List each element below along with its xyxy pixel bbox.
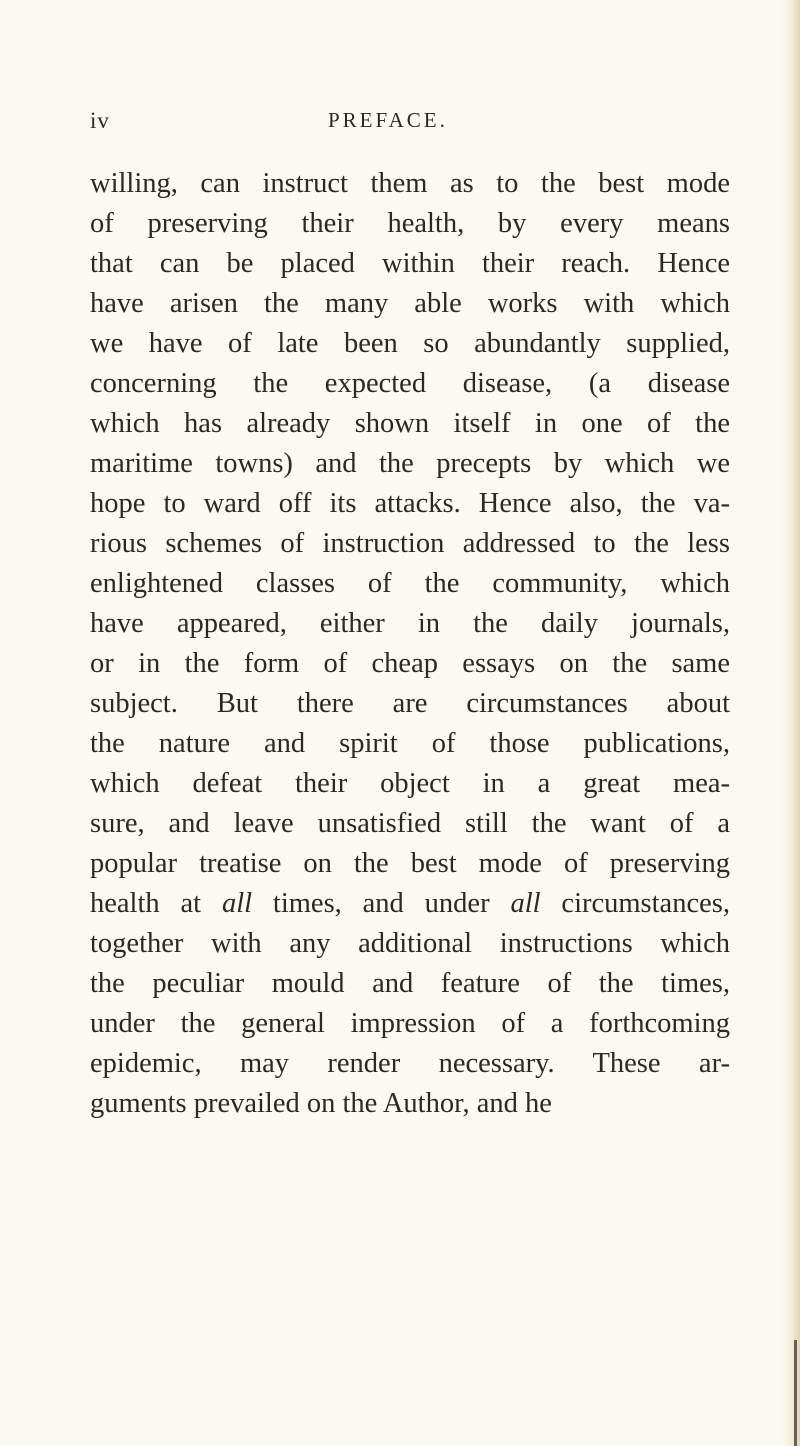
- text-line: together with any additional instructions which: [90, 928, 730, 959]
- running-head: PREFACE.: [328, 108, 448, 132]
- page-header: [90, 108, 730, 148]
- text-line: of preserving their health, by every means: [90, 208, 730, 239]
- italic-word: all: [510, 888, 541, 919]
- text-line: hope to ward off its attacks. Hence also, the va-: [90, 488, 730, 519]
- page-edge-shadow: [782, 0, 800, 1446]
- text-line: which defeat their object in a great mea-: [90, 768, 730, 799]
- text-line: the peculiar mould and feature of the times,: [90, 968, 730, 999]
- body-text: [90, 164, 730, 1124]
- page-number: iv: [90, 108, 110, 133]
- text-line: willing, can instruct them as to the best mode: [90, 168, 730, 199]
- text-line: we have of late been so abundantly supplied,: [90, 328, 730, 359]
- text-line: subject. But there are circumstances about: [90, 688, 730, 719]
- text-line: epidemic, may render necessary. These ar-: [90, 1048, 730, 1079]
- text-line: the nature and spirit of those publications,: [90, 728, 730, 759]
- text-line: popular treatise on the best mode of preserving: [90, 848, 730, 879]
- text-line: have arisen the many able works with which: [90, 288, 730, 319]
- text-segment: health at: [90, 888, 222, 919]
- text-line: under the general impression of a forthcoming: [90, 1008, 730, 1039]
- text-line: have appeared, either in the daily journals,: [90, 608, 730, 639]
- text-segment: times, and under: [252, 888, 511, 919]
- italic-word: all: [221, 888, 253, 919]
- page-edge-mark: [794, 1340, 797, 1446]
- text-line: or in the form of cheap essays on the same: [90, 648, 730, 679]
- text-line: guments prevailed on the Author, and he: [90, 1088, 552, 1119]
- text-line: sure, and leave unsatisfied still the want of a: [90, 808, 730, 839]
- text-line: enlightened classes of the community, which: [90, 568, 730, 599]
- text-line: rious schemes of instruction addressed to the less: [90, 528, 730, 559]
- text-line: maritime towns) and the precepts by which we: [90, 448, 730, 479]
- text-line: which has already shown itself in one of the: [90, 408, 730, 439]
- text-line: concerning the expected disease, (a disease: [90, 368, 730, 399]
- text-segment: circumstances,: [540, 888, 730, 919]
- text-line-with-italics: [90, 884, 730, 924]
- text-line: that can be placed within their reach. Hence: [90, 248, 730, 279]
